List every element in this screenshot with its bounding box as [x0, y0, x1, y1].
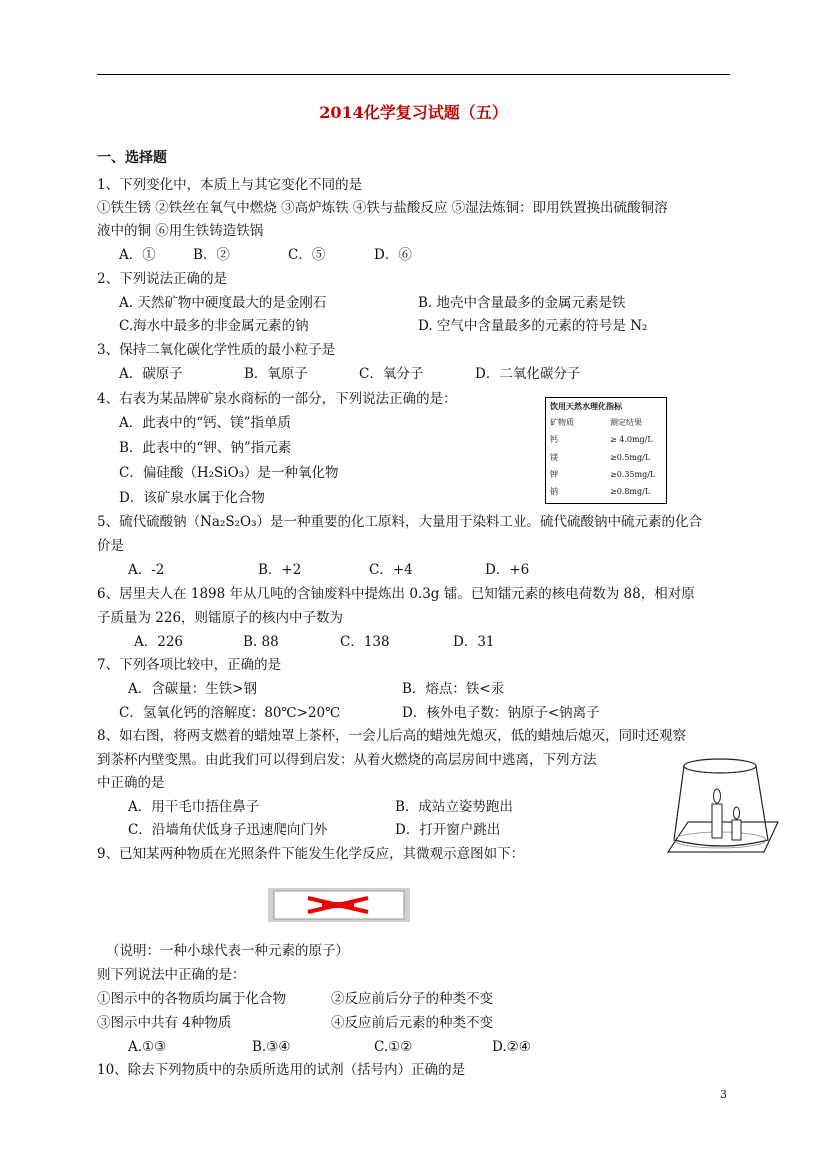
q4-option-b: B．此表中的“钾、钠”指元素: [119, 440, 292, 456]
table-cell-name: 钠: [550, 487, 558, 496]
q6-option-d: D．31: [453, 634, 495, 650]
q3-option-a: A．碳原子: [119, 366, 183, 382]
q7-option-c: C．氢氧化钙的溶解度：80℃>20℃: [119, 705, 341, 721]
q3-option-d: D．二氧化碳分子: [475, 366, 581, 382]
q9-option-d: D.②④: [492, 1039, 531, 1055]
table-cell-name: 镁: [550, 453, 558, 462]
q6-option-a: A．226: [134, 634, 184, 650]
q8-line3: 中正确的是: [97, 775, 165, 791]
candle-cup-figure: [660, 752, 782, 870]
table-header: 饮用天然水理化指标: [550, 401, 622, 411]
q6-line2: 子质量为 226，则镭原子的核内中子数为: [97, 610, 344, 626]
q1-line3: 液中的铜 ⑥用生铁铸造铁锅: [97, 223, 264, 239]
table-row: [550, 435, 662, 445]
q4-option-c: C．偏硅酸（H₂SiO₃）是一种氧化物: [119, 465, 339, 481]
q3-stem: 3、保持二氧化碳化学性质的最小粒子是: [97, 342, 336, 358]
q2-option-d: D. 空气中含量最多的元素的符号是 N₂: [418, 318, 648, 334]
q2-option-b: B. 地壳中含量最多的金属元素是铁: [418, 295, 626, 311]
q9-statement-3: ③图示中共有 4种物质: [97, 1015, 232, 1031]
q5-option-c: C．+4: [369, 562, 413, 578]
q6-option-c: C．138: [340, 634, 390, 650]
q9-line3: 则下列说法中正确的是：: [97, 967, 246, 983]
q5-line2: 价是: [97, 538, 124, 554]
q4-stem: 4、右表为某品牌矿泉水商标的一部分，下列说法正确的是：: [97, 391, 457, 407]
header-rule: [97, 74, 730, 75]
q2-option-c: C.海水中最多的非金属元素的钠: [119, 318, 309, 334]
q7-stem: 7、下列各项比较中，正确的是: [97, 657, 282, 673]
q9-option-c: C.①②: [374, 1039, 413, 1055]
q6-option-b: B. 88: [243, 634, 279, 650]
q7-option-b: B．熔点：铁<汞: [402, 681, 505, 697]
table-row: [550, 487, 662, 497]
mineral-water-label-table: [545, 397, 667, 504]
q9-statement-4: ④反应前后元素的种类不变: [331, 1015, 493, 1031]
table-col-result: 测定结果: [610, 418, 642, 427]
q8-line2: 到茶杯内壁变黑。由此我们可以得到启发：从着火燃烧的高层房间中逃离，下列方法: [97, 752, 597, 768]
q4-option-d: D．该矿泉水属于化合物: [119, 490, 265, 506]
table-cell-name: 钾: [550, 470, 558, 479]
q3-option-b: B．氧原子: [244, 366, 308, 382]
q5-option-b: B．+2: [258, 562, 302, 578]
q8-option-c: C．沿墙角伏低身子迅速爬向门外: [128, 822, 328, 838]
q7-option-a: A．含碳量：生铁>钢: [128, 681, 258, 697]
q5-stem: 5、硫代硫酸钠（Na₂S₂O₃）是一种重要的化工原料，大量用于染料工业。硫代硫酸钠中硫元素的化合: [97, 514, 703, 530]
page-number: 3: [720, 1088, 727, 1101]
q9-option-b: B.③④: [252, 1039, 291, 1055]
section-heading: 一、选择题: [97, 150, 167, 166]
q9-option-a: A.①③: [128, 1039, 167, 1055]
q5-option-d: D．+6: [485, 562, 530, 578]
table-column-headers: [550, 418, 662, 428]
table-cell-value: ≥0.35mg/L: [610, 470, 656, 479]
q3-option-c: C．氧分子: [359, 366, 424, 382]
q1-line2: ①铁生锈 ②铁丝在氧气中燃烧 ③高炉炼铁 ④铁与盐酸反应 ⑤湿法炼铜：即用铁置换出硫酸铜溶: [97, 200, 668, 216]
q9-stem: 9、已知某两种物质在光照条件下能发生化学反应，其微观示意图如下：: [97, 846, 525, 862]
q5-option-a: A．-2: [128, 562, 165, 578]
table-cell-value: ≥0.5mg/L: [610, 453, 651, 462]
q6-stem: 6、居里夫人在 1898 年从几吨的含铀废料中提炼出 0.3g 镭。已知镭元素的核电荷数为 88，相对原: [97, 586, 695, 602]
q1-option-b: B．②: [193, 247, 230, 263]
table-cell-value: ≥ 4.0mg/L: [610, 435, 653, 444]
q1-option-a: A．①: [119, 247, 156, 263]
q1-option-c: C．⑤: [288, 247, 326, 263]
table-cell-name: 钙: [550, 435, 558, 444]
q8-option-b: B．成站立姿势跑出: [395, 799, 513, 815]
q1-option-d: D．⑥: [374, 247, 412, 263]
reaction-diagram: [268, 888, 410, 922]
page-title: 2014化学复习试题（五）: [319, 103, 508, 122]
q9-statement-2: ②反应前后分子的种类不变: [331, 991, 493, 1007]
q4-option-a: A．此表中的“钙、镁”指单质: [119, 415, 292, 431]
q1-stem: 1、下列变化中，本质上与其它变化不同的是: [97, 177, 363, 193]
table-col-mineral: 矿物质: [550, 418, 574, 427]
table-row: [550, 470, 662, 480]
q8-option-a: A．用干毛巾捂住鼻子: [128, 799, 260, 815]
q9-statement-1: ①图示中的各物质均属于化合物: [97, 991, 286, 1007]
q8-option-d: D．打开窗户跳出: [395, 822, 501, 838]
q2-option-a: A. 天然矿物中硬度最大的是金刚石: [119, 295, 327, 311]
q7-option-d: D．核外电子数：钠原子<钠离子: [402, 705, 600, 721]
q9-note: （说明：一种小球代表一种元素的原子）: [106, 943, 349, 959]
q8-stem: 8、如右图，将两支燃着的蜡烛罩上茶杯，一会儿后高的蜡烛先熄灭，低的蜡烛后熄灭，同时还观察: [97, 728, 687, 744]
table-cell-value: ≥0.8mg/L: [610, 487, 651, 496]
table-row: [550, 453, 662, 463]
q2-stem: 2、下列说法正确的是: [97, 271, 228, 287]
q10-stem: 10、除去下列物质中的杂质所选用的试剂（括号内）正确的是: [97, 1062, 466, 1078]
